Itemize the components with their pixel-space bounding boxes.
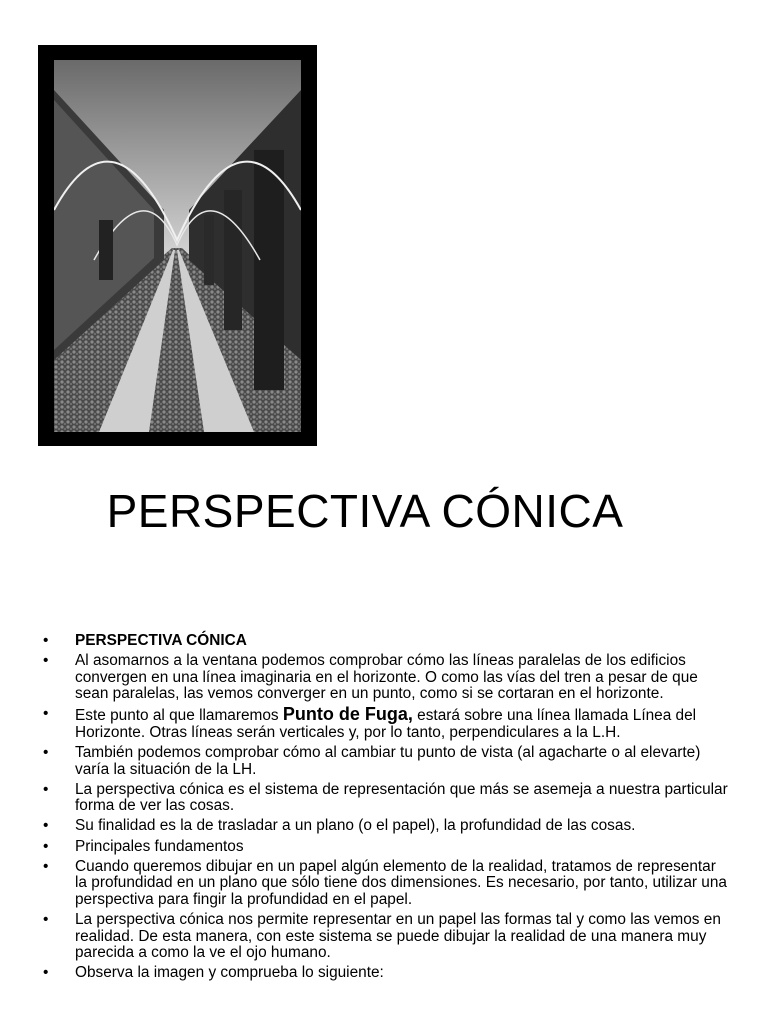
list-text: También podemos comprobar cómo al cambiar tu punto de vista (al agacharte o al elevarte) varía la situación de la LH. [75,744,701,778]
list-heading: PERSPECTIVA CÓNICA [75,632,247,649]
list-item [38,633,728,650]
list-text: estará sobre una línea llamada Línea del Horizonte. Otras líneas serán verticales y, por lo tanto, perpendiculares a la L.H. [75,707,697,741]
page-title: PERSPECTIVA CÓNICA [106,484,624,537]
highlight-term: Punto de Fuga, [282,704,413,725]
list-item [38,818,728,835]
arcade-photo [38,45,317,446]
bullet-list [38,633,728,985]
list-item [38,859,728,909]
list-text: La perspectiva cónica es el sistema de representación que más se asemeja a nuestra particular forma de ver las cosas. [75,780,728,815]
list-item [38,782,728,815]
list-item [38,912,728,962]
arcade-corridor-image [54,60,301,432]
list-item [38,965,728,982]
list-text: Este punto al que llamaremos [75,707,283,725]
list-text: Observa la imagen y comprueba lo siguiente: [75,964,384,982]
list-text: La perspectiva cónica nos permite representar en un papel las formas tal y como las vemos en realidad. De esta manera, con este sistema se puede dibujar la realidad de una manera muy parecida a como la ve el ojo humano. [75,910,721,962]
list-item [38,745,728,778]
list-item [38,839,728,856]
list-text: Cuando queremos dibujar en un papel algún elemento de la realidad, tratamos de representar la profundidad en un plano que sólo tiene dos dimensiones. Es necesario, por tanto, utilizar una perspectiva para fingir la profundidad en el papel. [75,857,727,908]
list-text: Al asomarnos a la ventana podemos comprobar cómo las líneas paralelas de los edificios convergen en una línea imaginaria en el horizonte. O como las vías del tren a pesar de que sean paralelas, las vemos converger en un punto, como si se cortaran en el horizonte. [75,652,698,703]
list-item [38,706,728,741]
list-text: Su finalidad es la de trasladar a un plano (o el papel), la profundidad de las cosas. [75,817,636,835]
list-item [38,653,728,703]
list-text: Principales fundamentos [75,837,244,855]
